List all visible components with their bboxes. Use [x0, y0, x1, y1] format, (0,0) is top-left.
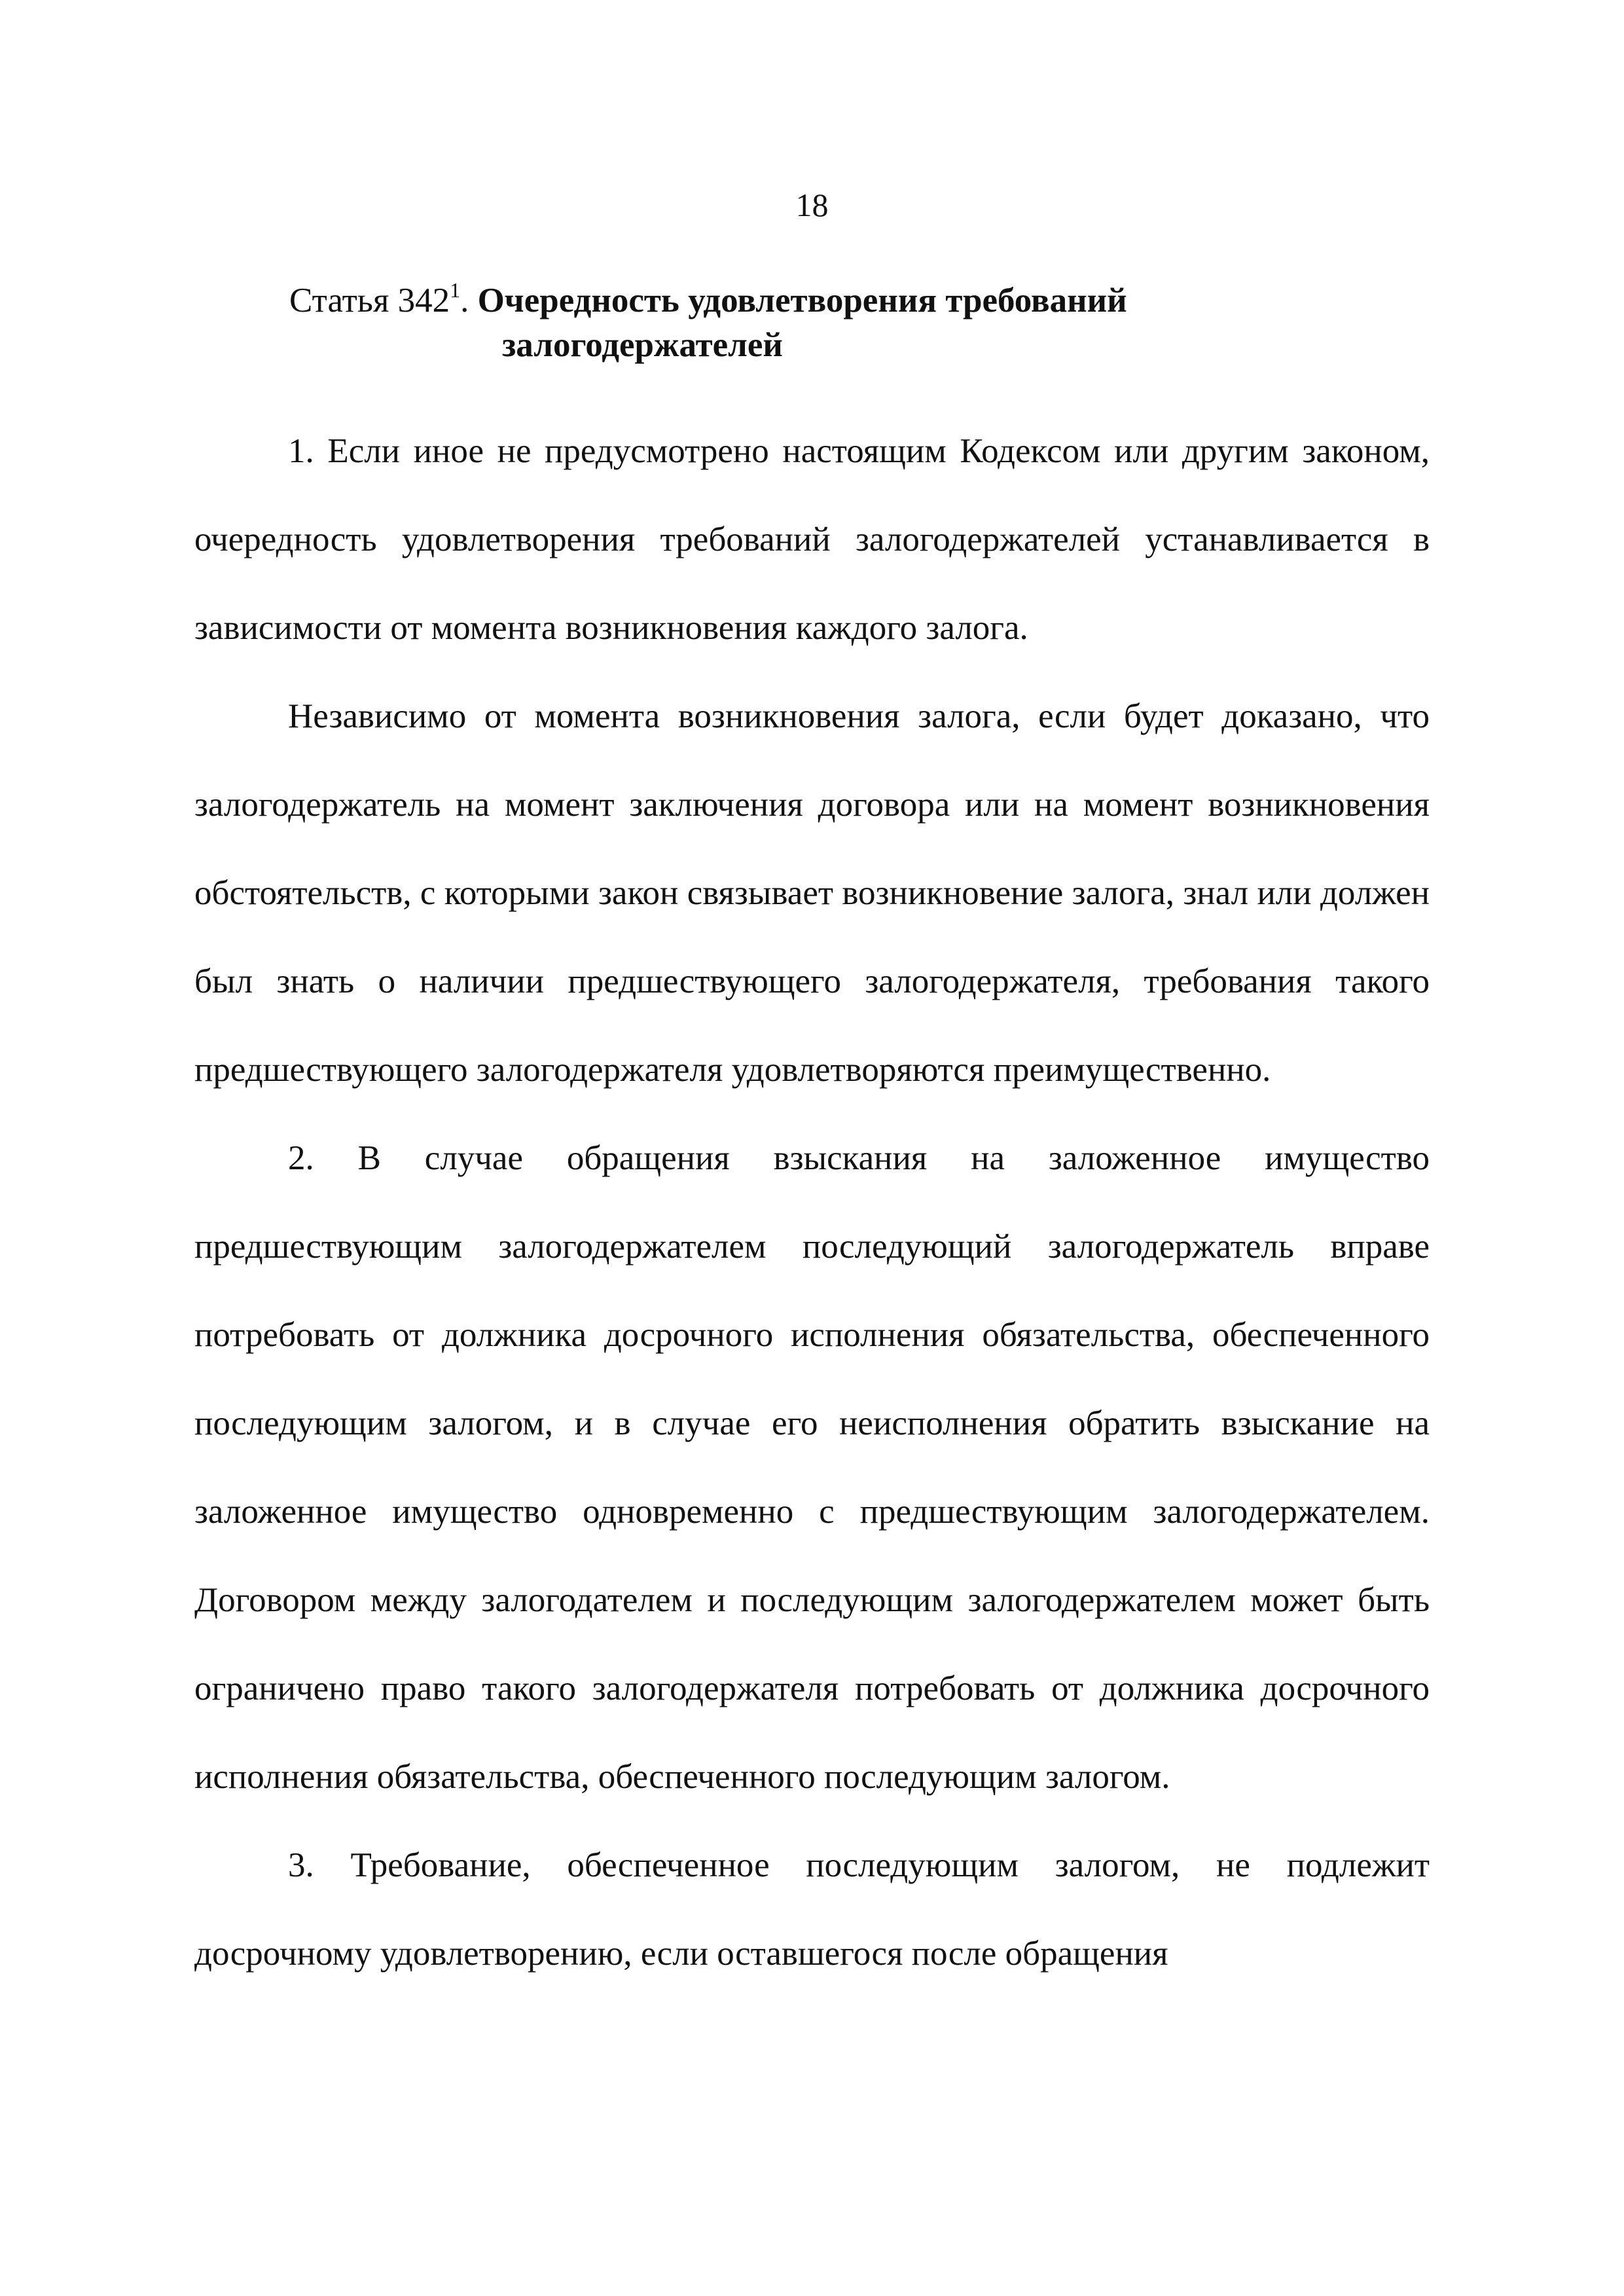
article-heading [289, 278, 1127, 367]
paragraph-2: Независимо от момента возникновения залога, если будет доказано, что залогодержатель на момент заключения договора или на момент возникновения обстоятельств, с которыми закон связывает возникновение залога, знал или должен был знать о наличии предшествующего залогодержателя, требования такого предшествующего залогодержателя удовлетворяются преимущественно. [194, 697, 1430, 1089]
article-number-superscript: 1 [450, 278, 461, 302]
article-number: Статья 342 [289, 282, 450, 319]
paragraph-4: 3. Требование, обеспеченное последующим залогом, не подлежит досрочному удовлетворению, если оставшегося после обращения [194, 1846, 1430, 1973]
article-title-line-2: залогодержателей [502, 326, 783, 364]
article-separator: . [460, 282, 478, 319]
article-title-line-1: Очередность удовлетворения требований [477, 282, 1127, 319]
page-number: 18 [795, 187, 829, 223]
paragraph-3: 2. В случае обращения взыскания на заложенное имущество предшествующим залогодержателем последующий залогодержатель вправе потребовать от должника досрочного исполнения обязательства, обеспеченного последующим залогом, и в случае его неисполнения обратить взыскание на заложенное имущество одновременно с предшествующим залогодержателем. Договором между залогодателем и последующим залогодержателем может быть ограничено право такого залогодержателя потребовать от должника досрочного исполнения обязательства, обеспеченного последующим залогом. [194, 1139, 1430, 1796]
article-body [194, 407, 1430, 1998]
paragraph-1: 1. Если иное не предусмотрено настоящим Кодексом или другим законом, очередность удовлетворения требований залогодержателей устанавливается в зависимости от момента возникновения каждого залога. [194, 432, 1430, 647]
